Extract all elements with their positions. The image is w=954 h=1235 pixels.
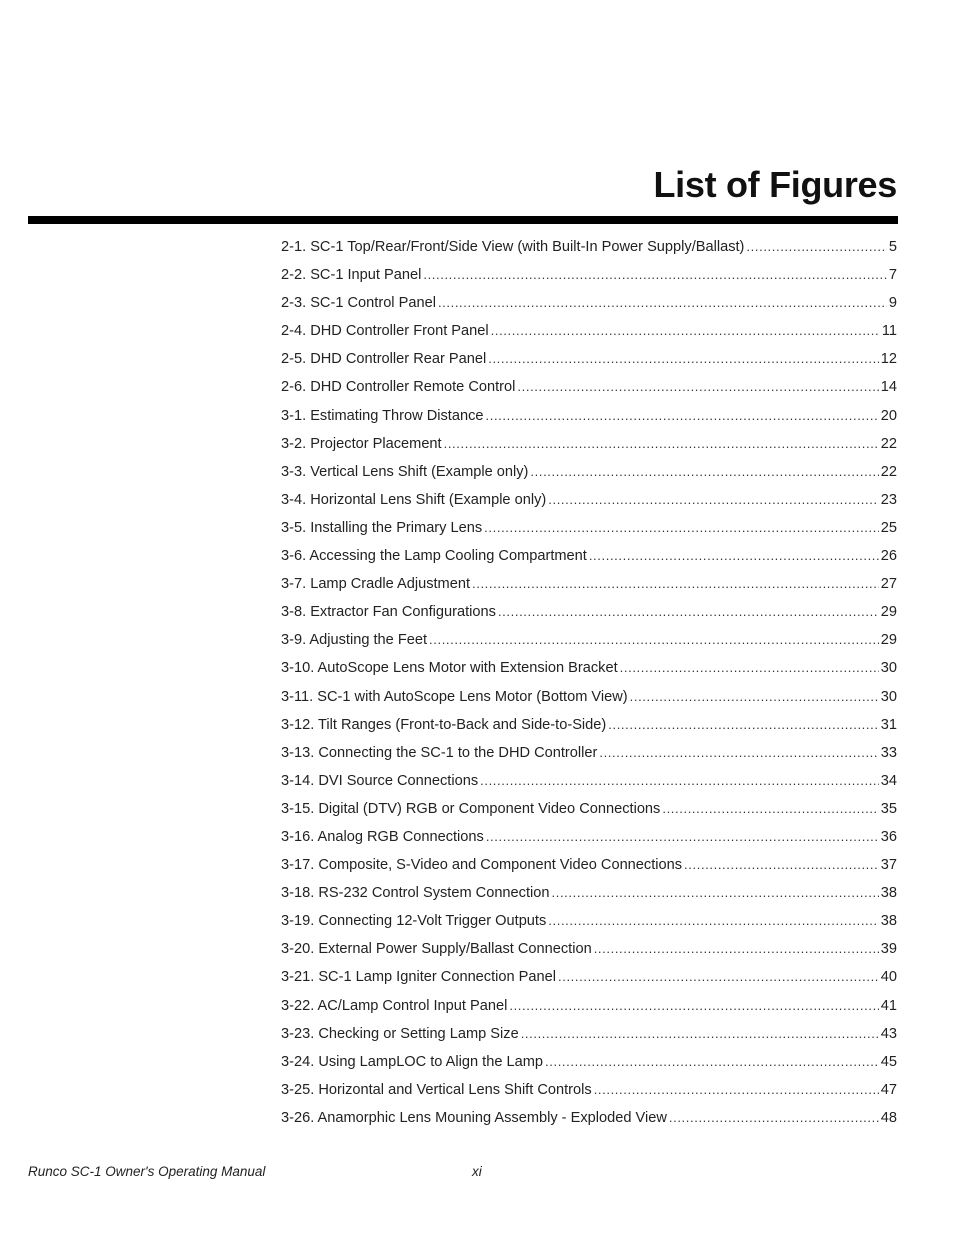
dot-leader bbox=[472, 574, 879, 594]
figure-entry[interactable] bbox=[281, 883, 897, 911]
title-rule bbox=[28, 216, 898, 224]
figure-entry[interactable] bbox=[281, 1024, 897, 1052]
figure-entry-page: 38 bbox=[880, 913, 897, 930]
figure-entry-page: 20 bbox=[880, 407, 897, 424]
dot-leader bbox=[486, 827, 879, 847]
figure-entry[interactable] bbox=[281, 321, 897, 349]
figure-entry[interactable] bbox=[281, 377, 897, 405]
dot-leader bbox=[630, 687, 879, 707]
figure-entry-page: 5 bbox=[888, 239, 897, 255]
footer-page-number: xi bbox=[472, 1164, 482, 1179]
figure-entry[interactable] bbox=[281, 771, 897, 799]
dot-leader bbox=[684, 855, 879, 875]
figure-entry[interactable] bbox=[281, 237, 897, 265]
figure-entry-page: 25 bbox=[880, 519, 897, 536]
figure-entry-page: 47 bbox=[880, 1081, 897, 1098]
figure-entry-page: 7 bbox=[888, 267, 897, 284]
figure-entry-label: 2-1. SC-1 Top/Rear/Front/Side View (with Built-In Power Supply/Ballast) bbox=[281, 239, 745, 255]
figure-entry-page: 31 bbox=[880, 716, 897, 733]
figure-entry-label: 3-26. Anamorphic Lens Mouning Assembly - Exploded View bbox=[281, 1109, 667, 1126]
figure-entry[interactable] bbox=[281, 996, 897, 1024]
figure-entry-label: 2-3. SC-1 Control Panel bbox=[281, 295, 436, 312]
figure-entry[interactable] bbox=[281, 265, 897, 293]
figure-entry-label: 3-14. DVI Source Connections bbox=[281, 772, 479, 789]
figure-entry[interactable] bbox=[281, 1052, 897, 1080]
figure-entry[interactable] bbox=[281, 799, 897, 827]
dot-leader bbox=[548, 490, 879, 510]
dot-leader bbox=[599, 743, 878, 763]
figure-entry-label: 3-16. Analog RGB Connections bbox=[281, 828, 484, 845]
figure-entry[interactable] bbox=[281, 434, 897, 462]
dot-leader bbox=[620, 658, 879, 678]
dot-leader bbox=[438, 293, 887, 313]
figure-entry-label: 3-22. AC/Lamp Control Input Panel bbox=[281, 997, 508, 1014]
figure-entry[interactable] bbox=[281, 1080, 897, 1108]
figure-entry-label: 3-18. RS-232 Control System Connection bbox=[281, 885, 550, 902]
figure-entry-page: 45 bbox=[880, 1053, 897, 1070]
dot-leader bbox=[491, 321, 880, 341]
figure-entry-page: 33 bbox=[880, 744, 897, 761]
figure-entry-label: 3-10. AutoScope Lens Motor with Extension Bracket bbox=[281, 660, 618, 677]
figure-entry[interactable] bbox=[281, 827, 897, 855]
figure-entry[interactable] bbox=[281, 490, 897, 518]
dot-leader bbox=[530, 462, 878, 482]
dot-leader bbox=[594, 1080, 879, 1100]
figure-entry-page: 12 bbox=[880, 351, 897, 368]
figure-entry[interactable] bbox=[281, 658, 897, 686]
figure-entry[interactable] bbox=[281, 349, 897, 377]
dot-leader bbox=[484, 518, 879, 538]
figure-entry-label: 3-12. Tilt Ranges (Front-to-Back and Side-to-Side) bbox=[281, 716, 607, 733]
figure-entry-label: 3-21. SC-1 Lamp Igniter Connection Panel bbox=[281, 969, 557, 986]
page-title: List of Figures bbox=[653, 164, 897, 205]
figure-entry-page: 23 bbox=[880, 491, 897, 508]
figure-entry[interactable] bbox=[281, 939, 897, 967]
dot-leader bbox=[521, 1024, 879, 1044]
figure-entry[interactable] bbox=[281, 546, 897, 574]
dot-leader bbox=[545, 1052, 879, 1072]
figure-entry-page: 34 bbox=[880, 772, 897, 789]
figure-entry-page: 29 bbox=[880, 604, 897, 621]
dot-leader bbox=[548, 911, 878, 931]
figure-entry-label: 2-2. SC-1 Input Panel bbox=[281, 267, 422, 284]
dot-leader bbox=[429, 630, 879, 650]
figure-entry-page: 30 bbox=[880, 660, 897, 677]
dot-leader bbox=[558, 967, 879, 987]
dot-leader bbox=[486, 406, 879, 426]
figure-entry-label: 3-2. Projector Placement bbox=[281, 435, 442, 452]
figure-entry[interactable] bbox=[281, 911, 897, 939]
figure-entry-page: 14 bbox=[880, 379, 897, 396]
figure-entry[interactable] bbox=[281, 293, 897, 321]
figure-entry-label: 3-15. Digital (DTV) RGB or Component Video Connections bbox=[281, 800, 661, 817]
dot-leader bbox=[444, 434, 879, 454]
footer-manual-title: Runco SC-1 Owner's Operating Manual bbox=[28, 1164, 266, 1179]
figure-entry-page: 43 bbox=[880, 1025, 897, 1042]
figure-entry-label: 3-7. Lamp Cradle Adjustment bbox=[281, 576, 471, 593]
figure-entry-label: 3-19. Connecting 12-Volt Trigger Outputs bbox=[281, 913, 547, 930]
figure-entry-page: 37 bbox=[880, 857, 897, 874]
figure-entry-label: 3-8. Extractor Fan Configurations bbox=[281, 604, 496, 621]
figure-entry-label: 3-11. SC-1 with AutoScope Lens Motor (Bottom View) bbox=[281, 688, 628, 705]
dot-leader bbox=[480, 771, 879, 791]
figure-entry-label: 3-17. Composite, S-Video and Component Video Connections bbox=[281, 857, 683, 874]
figure-entry[interactable] bbox=[281, 855, 897, 883]
figure-entry-label: 3-5. Installing the Primary Lens bbox=[281, 519, 483, 536]
dot-leader bbox=[662, 799, 878, 819]
dot-leader bbox=[594, 939, 879, 959]
figure-entry-page: 41 bbox=[880, 997, 897, 1014]
dot-leader bbox=[608, 715, 879, 735]
figure-entry-label: 3-4. Horizontal Lens Shift (Example only) bbox=[281, 491, 547, 508]
figure-entry[interactable] bbox=[281, 1108, 897, 1136]
figure-entry[interactable] bbox=[281, 406, 897, 434]
figure-entry-label: 3-3. Vertical Lens Shift (Example only) bbox=[281, 463, 529, 480]
dot-leader bbox=[746, 237, 886, 257]
figure-entry-label: 2-4. DHD Controller Front Panel bbox=[281, 323, 489, 340]
figure-entry-page: 40 bbox=[880, 969, 897, 986]
dot-leader bbox=[589, 546, 879, 566]
figure-entry-label: 2-6. DHD Controller Remote Control bbox=[281, 379, 516, 396]
figure-entry-page: 29 bbox=[880, 632, 897, 649]
figure-entry-label: 3-6. Accessing the Lamp Cooling Compartment bbox=[281, 548, 587, 565]
figure-entry-label: 3-13. Connecting the SC-1 to the DHD Controller bbox=[281, 744, 598, 761]
figure-entry[interactable] bbox=[281, 715, 897, 743]
figure-list bbox=[281, 237, 897, 1136]
dot-leader bbox=[423, 265, 887, 285]
dot-leader bbox=[669, 1108, 879, 1128]
figure-entry-label: 3-9. Adjusting the Feet bbox=[281, 632, 428, 649]
figure-entry-page: 9 bbox=[888, 295, 897, 312]
figure-entry[interactable] bbox=[281, 602, 897, 630]
dot-leader bbox=[552, 883, 879, 903]
figure-entry-label: 3-1. Estimating Throw Distance bbox=[281, 407, 484, 424]
figure-entry-page: 48 bbox=[880, 1109, 897, 1126]
figure-entry[interactable] bbox=[281, 462, 897, 490]
figure-entry-label: 2-5. DHD Controller Rear Panel bbox=[281, 351, 487, 368]
figure-entry-page: 26 bbox=[880, 548, 897, 565]
figure-entry[interactable] bbox=[281, 630, 897, 658]
dot-leader bbox=[498, 602, 879, 622]
figure-entry[interactable] bbox=[281, 687, 897, 715]
dot-leader bbox=[517, 377, 878, 397]
figure-entry-label: 3-24. Using LampLOC to Align the Lamp bbox=[281, 1053, 544, 1070]
figure-entry-page: 39 bbox=[880, 941, 897, 958]
dot-leader bbox=[488, 349, 879, 369]
figure-entry[interactable] bbox=[281, 743, 897, 771]
figure-entry-label: 3-20. External Power Supply/Ballast Connection bbox=[281, 941, 592, 958]
figure-entry-page: 30 bbox=[880, 688, 897, 705]
figure-entry-page: 36 bbox=[880, 828, 897, 845]
figure-entry-page: 11 bbox=[881, 323, 897, 340]
figure-entry-page: 38 bbox=[880, 885, 897, 902]
figure-entry[interactable] bbox=[281, 574, 897, 602]
figure-entry-page: 27 bbox=[880, 576, 897, 593]
figure-entry-page: 35 bbox=[880, 800, 897, 817]
figure-entry-page: 22 bbox=[880, 463, 897, 480]
dot-leader bbox=[509, 996, 878, 1016]
figure-entry-label: 3-23. Checking or Setting Lamp Size bbox=[281, 1025, 519, 1042]
figure-entry-label: 3-25. Horizontal and Vertical Lens Shift Controls bbox=[281, 1081, 592, 1098]
figure-entry[interactable] bbox=[281, 518, 897, 546]
figure-entry[interactable] bbox=[281, 967, 897, 995]
figure-entry-page: 22 bbox=[880, 435, 897, 452]
